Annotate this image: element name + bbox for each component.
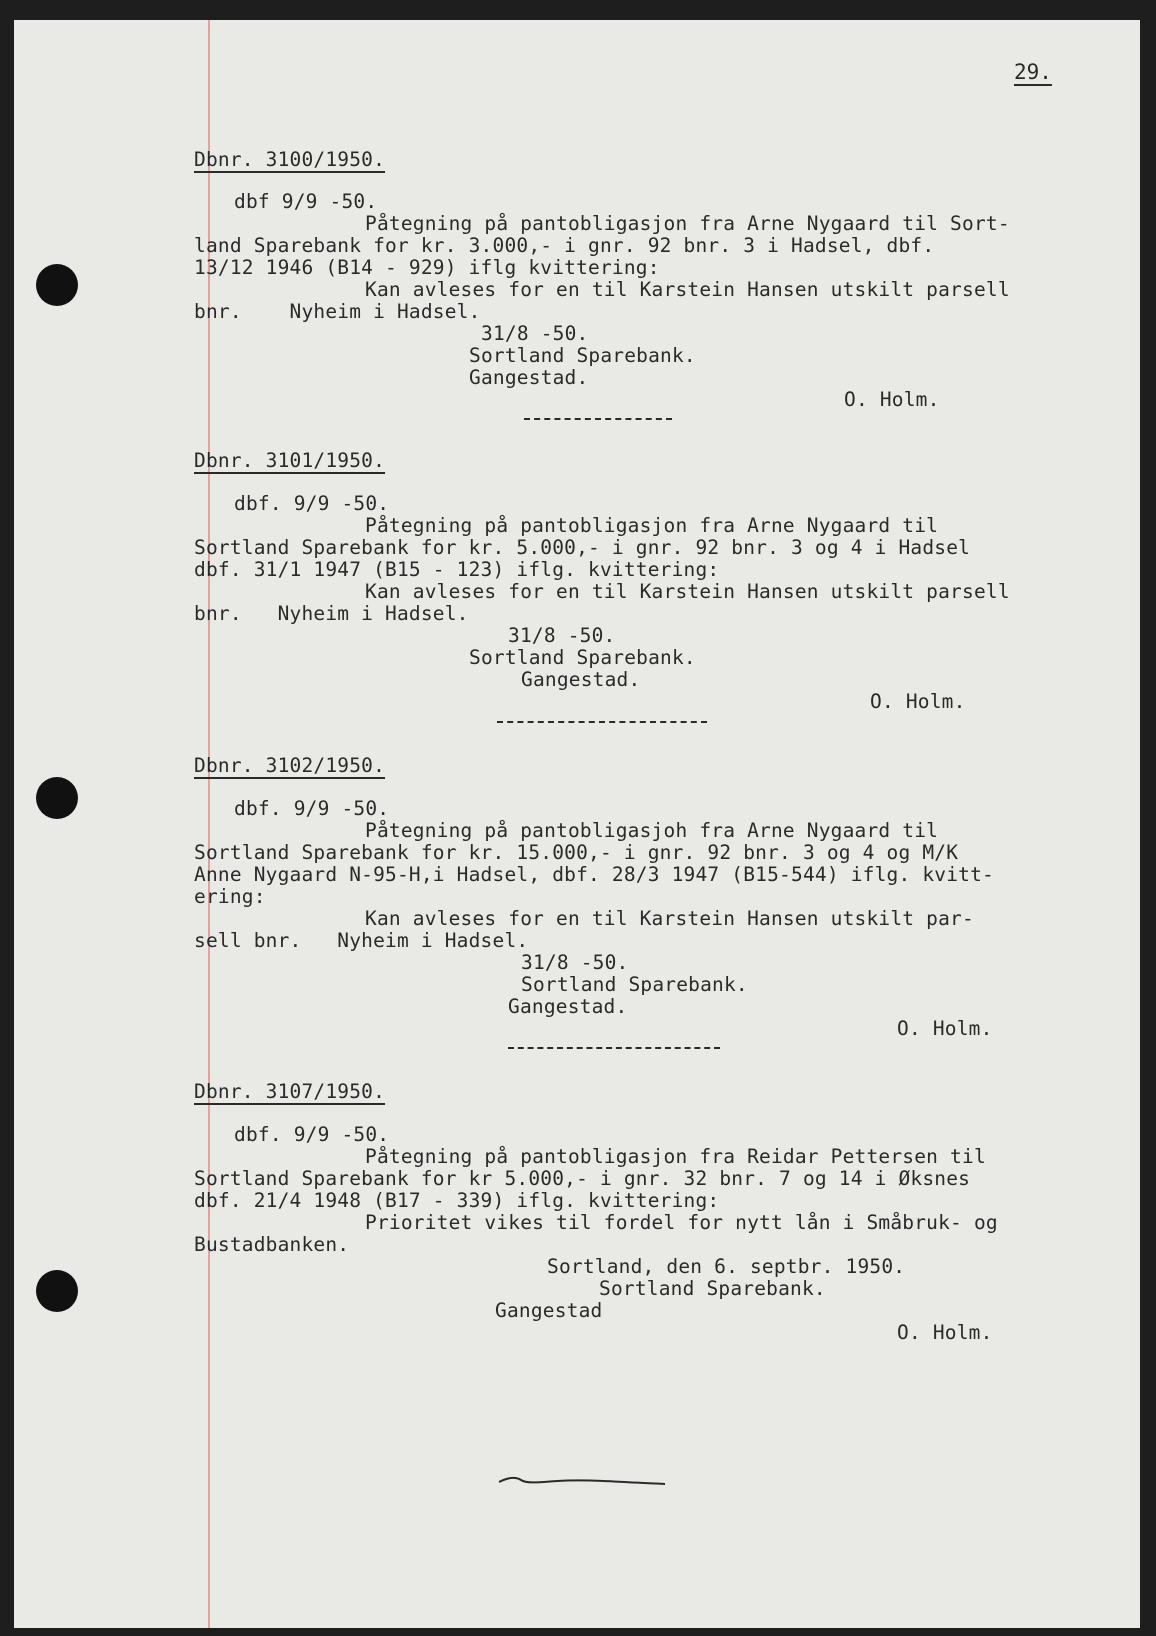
- separator: [497, 721, 707, 723]
- entry-line: Kan avleses for en til Karstein Hansen utskilt par-: [365, 907, 974, 930]
- sign-name: O. Holm.: [897, 1017, 993, 1040]
- sign-bank: Sortland Sparebank.: [469, 344, 696, 367]
- entry-line: Påtegning på pantobligasjon fra Reidar Pettersen til: [365, 1145, 986, 1168]
- punch-hole-bottom: [36, 1270, 78, 1312]
- punch-hole-middle: [36, 777, 78, 819]
- sign-name: O. Holm.: [870, 690, 966, 713]
- punch-hole-top: [36, 264, 78, 306]
- entry-line: Påtegning på pantobligasjoh fra Arne Nygaard til: [365, 819, 939, 842]
- entry-line: dbf. 31/1 1947 (B15 - 123) iflg. kvittering:: [194, 558, 720, 581]
- sign-bank: Sortland Sparebank.: [599, 1277, 826, 1300]
- sign-date: 31/8 -50.: [481, 322, 589, 345]
- separator: [508, 1047, 720, 1049]
- entry-line: Sortland Sparebank for kr. 5.000,- i gnr. 92 bnr. 3 og 4 i Hadsel: [194, 536, 971, 559]
- sign-name: Gangestad.: [469, 366, 589, 389]
- entry-line: Kan avleses for en til Karstein Hansen utskilt parsell: [365, 580, 1010, 603]
- separator: [524, 418, 672, 420]
- entry-line: dbf. 21/4 1948 (B17 - 339) iflg. kvittering:: [194, 1189, 720, 1212]
- entry-date: dbf. 9/9 -50.: [234, 797, 390, 820]
- sign-name: Gangestad: [495, 1299, 603, 1322]
- sign-date: 31/8 -50.: [508, 624, 616, 647]
- entry-date: dbf. 9/9 -50.: [234, 492, 390, 515]
- sign-name: O. Holm.: [897, 1321, 993, 1344]
- entry-heading: Dbnr. 3101/1950.: [194, 449, 386, 472]
- page-number: 29.: [1014, 60, 1052, 84]
- entry-heading: Dbnr. 3107/1950.: [194, 1080, 386, 1103]
- entry-line: bnr. Nyheim i Hadsel.: [194, 602, 469, 625]
- entry-line: Sortland Sparebank for kr. 15.000,- i gnr. 92 bnr. 3 og 4 og M/K: [194, 841, 959, 864]
- entry-line: Bustadbanken.: [194, 1233, 350, 1256]
- entry-date: dbf 9/9 -50.: [234, 190, 378, 213]
- entry-heading: Dbnr. 3100/1950.: [194, 148, 386, 171]
- sign-date: 31/8 -50.: [521, 951, 629, 974]
- closing-pen-stroke: [497, 1468, 667, 1492]
- entry-line: Påtegning på pantobligasjon fra Arne Nygaard til: [365, 514, 939, 537]
- entry-line: ering:: [194, 885, 266, 908]
- entry-line: Sortland Sparebank for kr 5.000,- i gnr. 32 bnr. 7 og 14 i Øksnes: [194, 1167, 971, 1190]
- entry-line: Anne Nygaard N-95-H,i Hadsel, dbf. 28/3 1947 (B15-544) iflg. kvitt-: [194, 863, 994, 886]
- entry-line: sell bnr. Nyheim i Hadsel.: [194, 929, 529, 952]
- entry-date: dbf. 9/9 -50.: [234, 1123, 390, 1146]
- sign-name: Gangestad.: [508, 995, 628, 1018]
- entry-line: Kan avleses for en til Karstein Hansen utskilt parsell: [365, 278, 1010, 301]
- sign-bank: Sortland Sparebank.: [521, 973, 748, 996]
- document-page: [14, 20, 1140, 1628]
- entry-heading: Dbnr. 3102/1950.: [194, 754, 386, 777]
- entry-line: 13/12 1946 (B14 - 929) iflg kvittering:: [194, 256, 660, 279]
- sign-date: Sortland, den 6. septbr. 1950.: [547, 1255, 906, 1278]
- entry-line: Prioritet vikes til fordel for nytt lån i Småbruk- og: [365, 1211, 998, 1234]
- sign-name: Gangestad.: [521, 668, 641, 691]
- sign-bank: Sortland Sparebank.: [469, 646, 696, 669]
- sign-name: O. Holm.: [844, 388, 940, 411]
- entry-line: land Sparebank for kr. 3.000,- i gnr. 92 bnr. 3 i Hadsel, dbf.: [194, 234, 935, 257]
- entry-line: bnr. Nyheim i Hadsel.: [194, 300, 481, 323]
- entry-line: Påtegning på pantobligasjon fra Arne Nygaard til Sort-: [365, 212, 1010, 235]
